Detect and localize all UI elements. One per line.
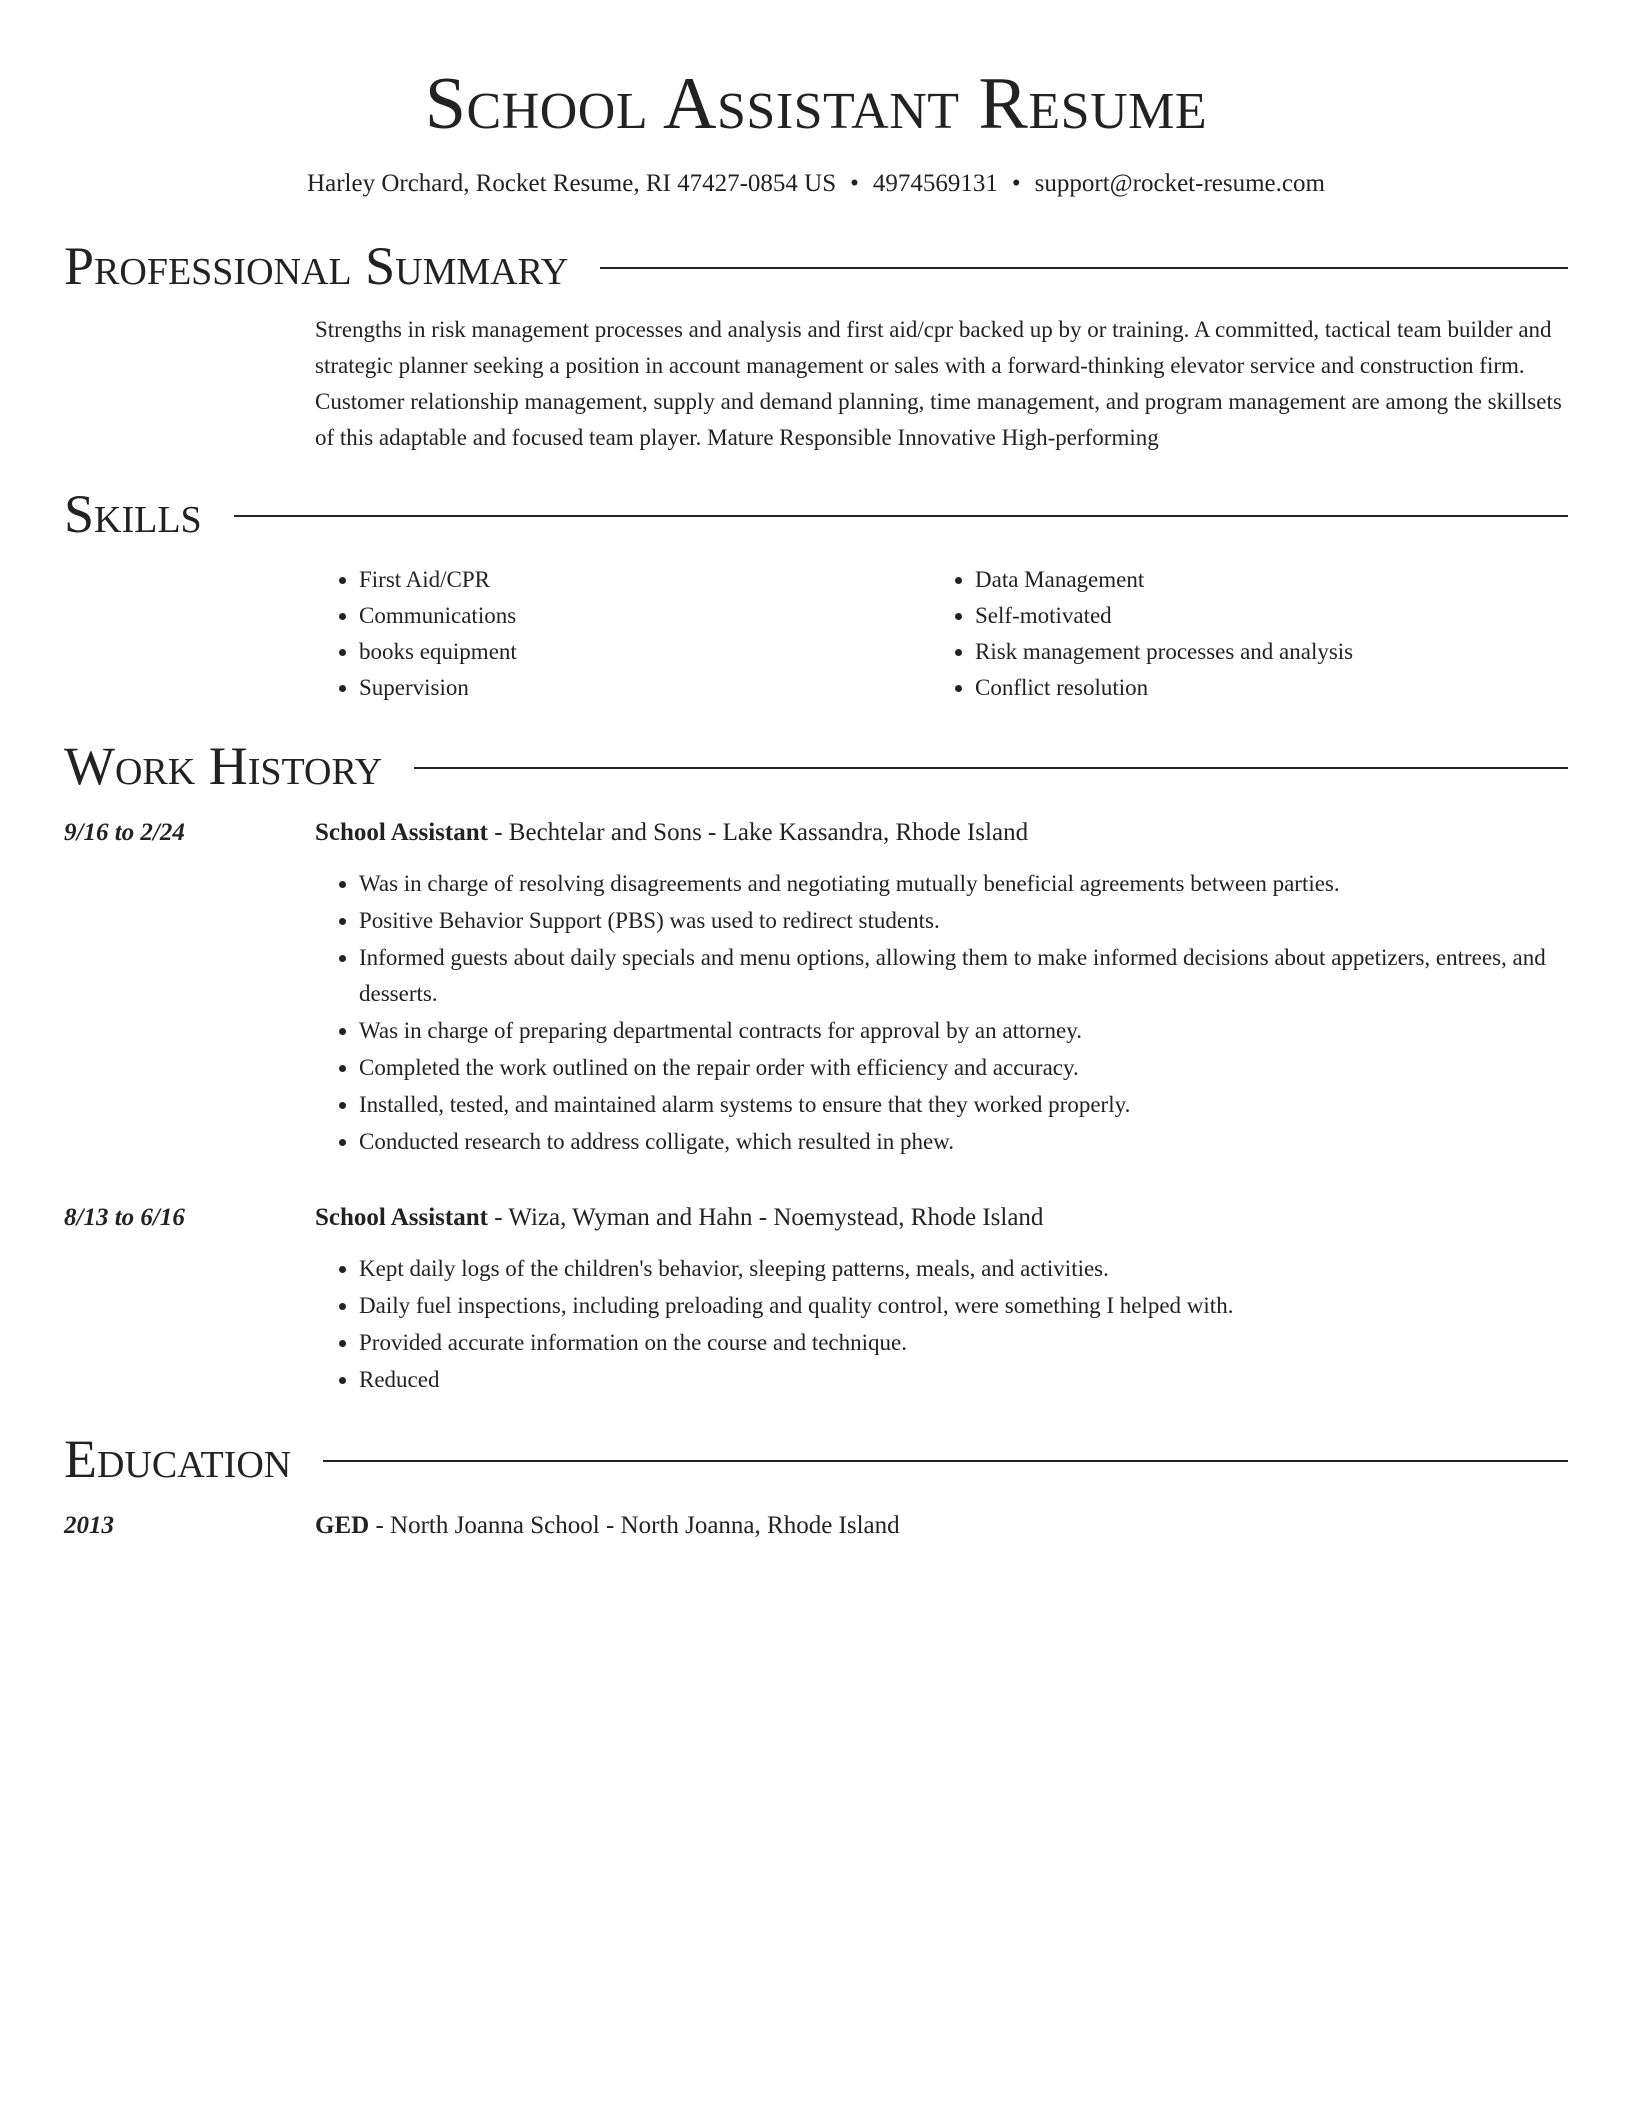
section-divider xyxy=(414,767,1568,769)
skill-item: • First Aid/CPR xyxy=(359,562,931,598)
contact-separator: • xyxy=(850,170,859,197)
job-dates: 8/13 to 6/16 xyxy=(64,1204,185,1231)
job-header xyxy=(315,816,1568,850)
skills-section-header xyxy=(64,482,1568,546)
skill-item: • Supervision xyxy=(359,670,931,706)
skills-heading: Skills xyxy=(64,484,202,544)
education-body xyxy=(315,1509,1568,1543)
skill-item: • Conflict resolution xyxy=(975,670,1547,706)
job-details: - Wiza, Wyman and Hahn - Noemystead, Rhode Island xyxy=(487,1204,1044,1231)
contact-separator: • xyxy=(1011,170,1021,197)
section-divider xyxy=(323,1460,1568,1462)
skill-item: • Data Management xyxy=(975,562,1547,598)
work-section-header xyxy=(64,734,1568,798)
job-header xyxy=(315,1201,1568,1235)
skill-item: • Communications xyxy=(359,598,931,634)
job-title: School Assistant xyxy=(315,819,488,846)
job-body xyxy=(315,1201,1568,1399)
job-details: - Bechtelar and Sons - Lake Kassandra, Rhode Island xyxy=(487,819,1029,846)
education-details: - North Joanna School - North Joanna, Rhode Island xyxy=(369,1512,900,1539)
skill-item: • books equipment xyxy=(359,634,931,670)
education-year: 2013 xyxy=(64,1512,114,1539)
job-bullets xyxy=(315,866,1568,1160)
education-degree: GED xyxy=(315,1512,370,1539)
contact-phone: 4974569131 xyxy=(872,170,998,197)
work-heading: Work History xyxy=(64,736,383,796)
job-bullets xyxy=(315,1251,1568,1398)
education-section-header xyxy=(64,1427,1568,1491)
summary-section-header xyxy=(64,234,1568,298)
resume-title: School Assistant Resume xyxy=(424,63,1208,145)
skills-list xyxy=(315,562,1568,706)
job-bullet: • Positive Behavior Support (PBS) was used to redirect students. xyxy=(359,903,1568,939)
job-bullet: • Was in charge of resolving disagreements and negotiating mutually beneficial agreements between parties. xyxy=(359,866,1568,902)
job-entry xyxy=(64,1201,1568,1399)
job-bullet: • Completed the work outlined on the repair order with efficiency and accuracy. xyxy=(359,1050,1568,1086)
section-divider xyxy=(600,267,1568,269)
job-dates: 9/16 to 2/24 xyxy=(64,819,185,846)
section-divider xyxy=(234,515,1568,517)
skill-item: • Self-motivated xyxy=(975,598,1547,634)
job-bullet: • Was in charge of preparing departmental contracts for approval by an attorney. xyxy=(359,1013,1568,1049)
contact-line xyxy=(64,168,1568,200)
job-body xyxy=(315,816,1568,1161)
summary-heading: Professional Summary xyxy=(64,236,569,296)
education-header xyxy=(315,1509,1568,1543)
job-bullet: • Reduced xyxy=(359,1362,1568,1398)
contact-email: support@rocket-resume.com xyxy=(1034,170,1325,197)
skill-item: • Risk management processes and analysis xyxy=(975,634,1547,670)
job-bullet: • Kept daily logs of the children's behavior, sleeping patterns, meals, and activities. xyxy=(359,1251,1568,1287)
job-bullet: • Installed, tested, and maintained alarm systems to ensure that they worked properly. xyxy=(359,1087,1568,1123)
job-bullet: • Daily fuel inspections, including preloading and quality control, were something I helped with. xyxy=(359,1288,1568,1324)
skills-column-right xyxy=(931,562,1547,706)
job-bullet: • Conducted research to address colligate, which resulted in phew. xyxy=(359,1124,1568,1160)
job-title: School Assistant xyxy=(315,1204,488,1231)
contact-address: Harley Orchard, Rocket Resume, RI 47427-0854 US xyxy=(307,170,837,197)
job-entry xyxy=(64,816,1568,1161)
education-heading: Education xyxy=(64,1429,292,1489)
skills-column-left xyxy=(315,562,931,706)
education-entry xyxy=(64,1509,1568,1543)
job-bullet: • Provided accurate information on the course and technique. xyxy=(359,1325,1568,1361)
summary-text: Strengths in risk management processes and analysis and first aid/cpr backed up by or training. A committed, tactical team builder and strategic planner seeking a position in account management or sales with a forward-thinking elevator service and construction firm. Customer relationship management, supply and demand planning, time management, and program management are among the skillsets of this adaptable and focused team player. Mature Responsible Innovative High-performing xyxy=(315,317,1562,450)
resume-page xyxy=(64,0,1568,1543)
job-bullet: • Informed guests about daily specials and menu options, allowing them to make informed decisions about appetizers, entrees, and desserts. xyxy=(359,940,1568,1012)
